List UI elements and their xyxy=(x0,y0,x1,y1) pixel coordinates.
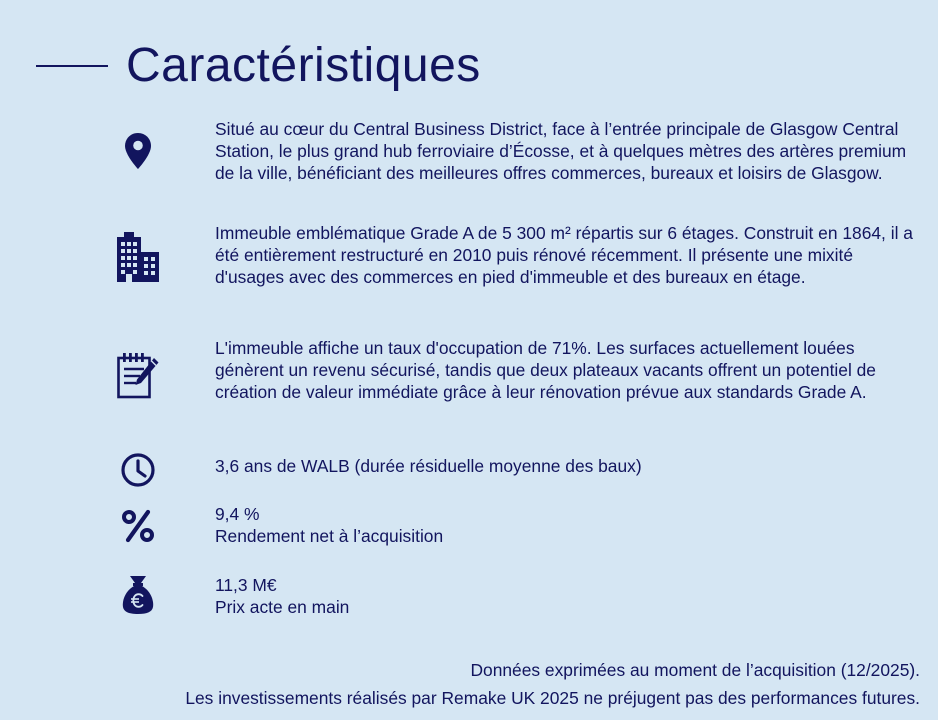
feature-text-occupancy xyxy=(215,338,925,403)
location-pin-icon xyxy=(110,131,166,171)
feature-text-location xyxy=(215,119,925,184)
notepad-pencil-icon xyxy=(110,350,166,402)
clock-icon xyxy=(110,451,166,489)
euro-money-bag-icon xyxy=(110,573,166,617)
page-title: Caractéristiques xyxy=(126,39,481,92)
feature-paragraph: Situé au cœur du Central Business District, face à l’entrée principale de Glasgow Central Station, le plus grand hub ferroviaire d’Écosse, et à quelques mètres des artères premium de la ville, bénéficiant des meilleures offres commerces, bureaux et loisirs de Glasgow. xyxy=(215,119,907,183)
feature-text-building xyxy=(215,223,925,288)
yield-label: Rendement net à l’acquisition xyxy=(215,525,444,546)
disclaimer-line-performance: Les investissements réalisés par Remake UK 2025 ne préjugent pas des performances futures. xyxy=(185,688,920,708)
percent-icon xyxy=(110,506,166,546)
disclaimer-line-date: Données exprimées au moment de l’acquisition (12/2025). xyxy=(470,660,920,680)
price-label: Prix acte en main xyxy=(215,596,350,617)
feature-text-yield xyxy=(215,504,925,548)
disclaimer-footer xyxy=(185,656,920,712)
yield-value: 9,4 % xyxy=(215,504,260,524)
feature-text-walb xyxy=(215,456,925,478)
price-value: 11,3 M€ xyxy=(215,575,277,595)
feature-text-price xyxy=(215,575,925,619)
title-divider xyxy=(36,65,108,67)
office-buildings-icon xyxy=(110,231,166,283)
feature-paragraph: Immeuble emblématique Grade A de 5 300 m² répartis sur 6 étages. Construit en 1864, il a été entièrement restructuré en 2010 puis rénové récemment. Il présente une mixité d'usages avec des commerces en pied d'immeuble et des bureaux en étage. xyxy=(215,223,913,287)
feature-paragraph: L'immeuble affiche un taux d'occupation de 71%. Les surfaces actuellement louées génèrent un revenu sécurisé, tandis que deux plateaux vacants offrent un potentiel de création de valeur immédiate grâce à leur rénovation prévue aux standards Grade A. xyxy=(215,338,876,402)
feature-paragraph: 3,6 ans de WALB (durée résiduelle moyenne des baux) xyxy=(215,456,642,476)
title-row xyxy=(36,36,481,96)
